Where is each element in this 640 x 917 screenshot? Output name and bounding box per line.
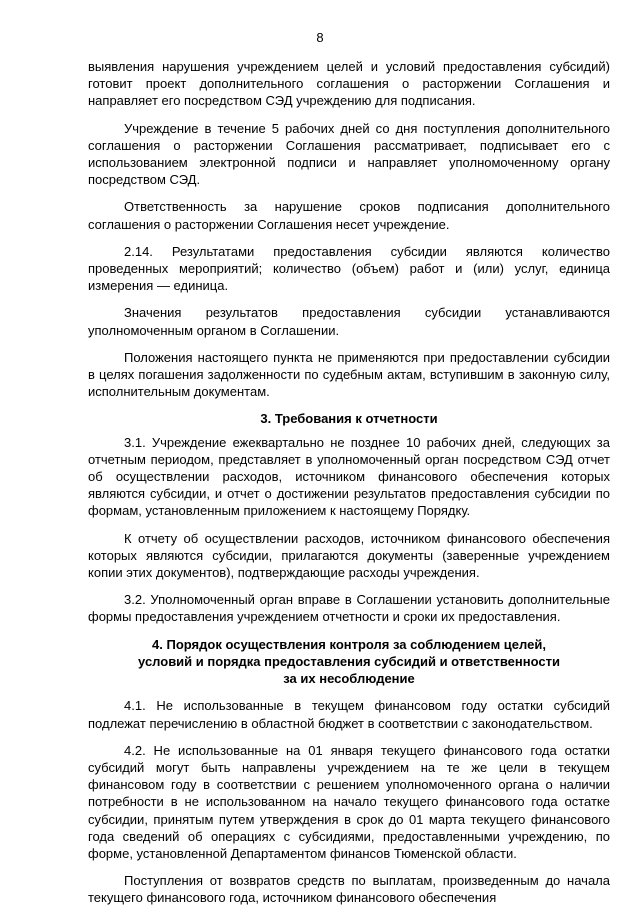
paragraph: Значения результатов предоставления субсидии устанавливаются уполномоченным органом в Соглашении. <box>88 305 610 338</box>
document-body <box>88 58 610 917</box>
section-4-heading-line: условий и порядка предоставления субсидий и ответственности <box>138 653 560 669</box>
paragraph-continuation: выявления нарушения учреждением целей и условий предоставления субсидий) готовит проект дополнительного соглашения о расторжении Соглашения и направляет его посредством СЭД учреждению для подписания. <box>88 59 610 109</box>
paragraph-4-1: 4.1. Не использованные в текущем финансовом году остатки субсидий подлежат перечислению в областной бюджет в соответствии с законодательством. <box>88 698 610 731</box>
paragraph-3-1: 3.1. Учреждение ежеквартально не позднее 10 рабочих дней, следующих за отчетным периодом, представляет в уполномоченный орган посредством СЭД отчет об осуществлении расходов, источником финансового обеспечения которых являются субсидии, и отчет о достижении результатов предоставления субсидии по формам, установленным приложением к настоящему Порядку. <box>88 434 610 519</box>
paragraph-2-14: 2.14. Результатами предоставления субсидии являются количество проведенных мероприятий; количество (объем) работ и (или) услуг, единица измерения — единица. <box>88 243 610 294</box>
paragraph: Положения настоящего пункта не применяются при предоставлении субсидии в целях погашения задолженности по судебным актам, вступившим в законную силу, исполнительным документам. <box>88 349 610 400</box>
section-4-heading <box>88 636 610 688</box>
section-4-heading-line: за их несоблюдение <box>283 671 415 687</box>
section-4-heading-line: 4. Порядок осуществления контроля за соблюдением целей, <box>152 636 546 652</box>
paragraph: Поступления от возвратов средств по выплатам, произведенным до начала текущего финансового года, источником финансового обеспечения <box>88 873 610 906</box>
paragraph: Ответственность за нарушение сроков подписания дополнительного соглашения о расторжении Соглашения несет учреждение. <box>88 199 610 232</box>
page-number: 8 <box>316 30 324 45</box>
paragraph: К отчету об осуществлении расходов, источником финансового обеспечения которых являются субсидии, прилагаются документы (заверенные учреждением копии этих документов), подтверждающие расходы учреждения. <box>88 530 610 581</box>
paragraph-4-2: 4.2. Не использованные на 01 января текущего финансового года остатки субсидий могут быть направлены учреждением на те же цели в текущем финансовом году в соответствии с решением уполномоченного органа о наличии потребности в не использованном на начало текущего финансового года остатке субсидии, принятым путем утверждения в срок до 01 марта текущего финансового года сведений об операциях с субсидиями, предоставленными учреждению, по форме, установленной Департаментом финансов Тюменской области. <box>88 742 610 861</box>
paragraph: Учреждение в течение 5 рабочих дней со дня поступления дополнительного соглашения о расторжении Соглашения рассматривает, подписывает его с использованием электронной подписи и направляет уполномоченному органу посредством СЭД. <box>88 120 610 188</box>
section-3-heading: 3. Требования к отчетности <box>260 411 438 427</box>
paragraph-3-2: 3.2. Уполномоченный орган вправе в Соглашении установить дополнительные формы предоставления учреждением отчетности и сроки их предоставления. <box>88 592 610 625</box>
